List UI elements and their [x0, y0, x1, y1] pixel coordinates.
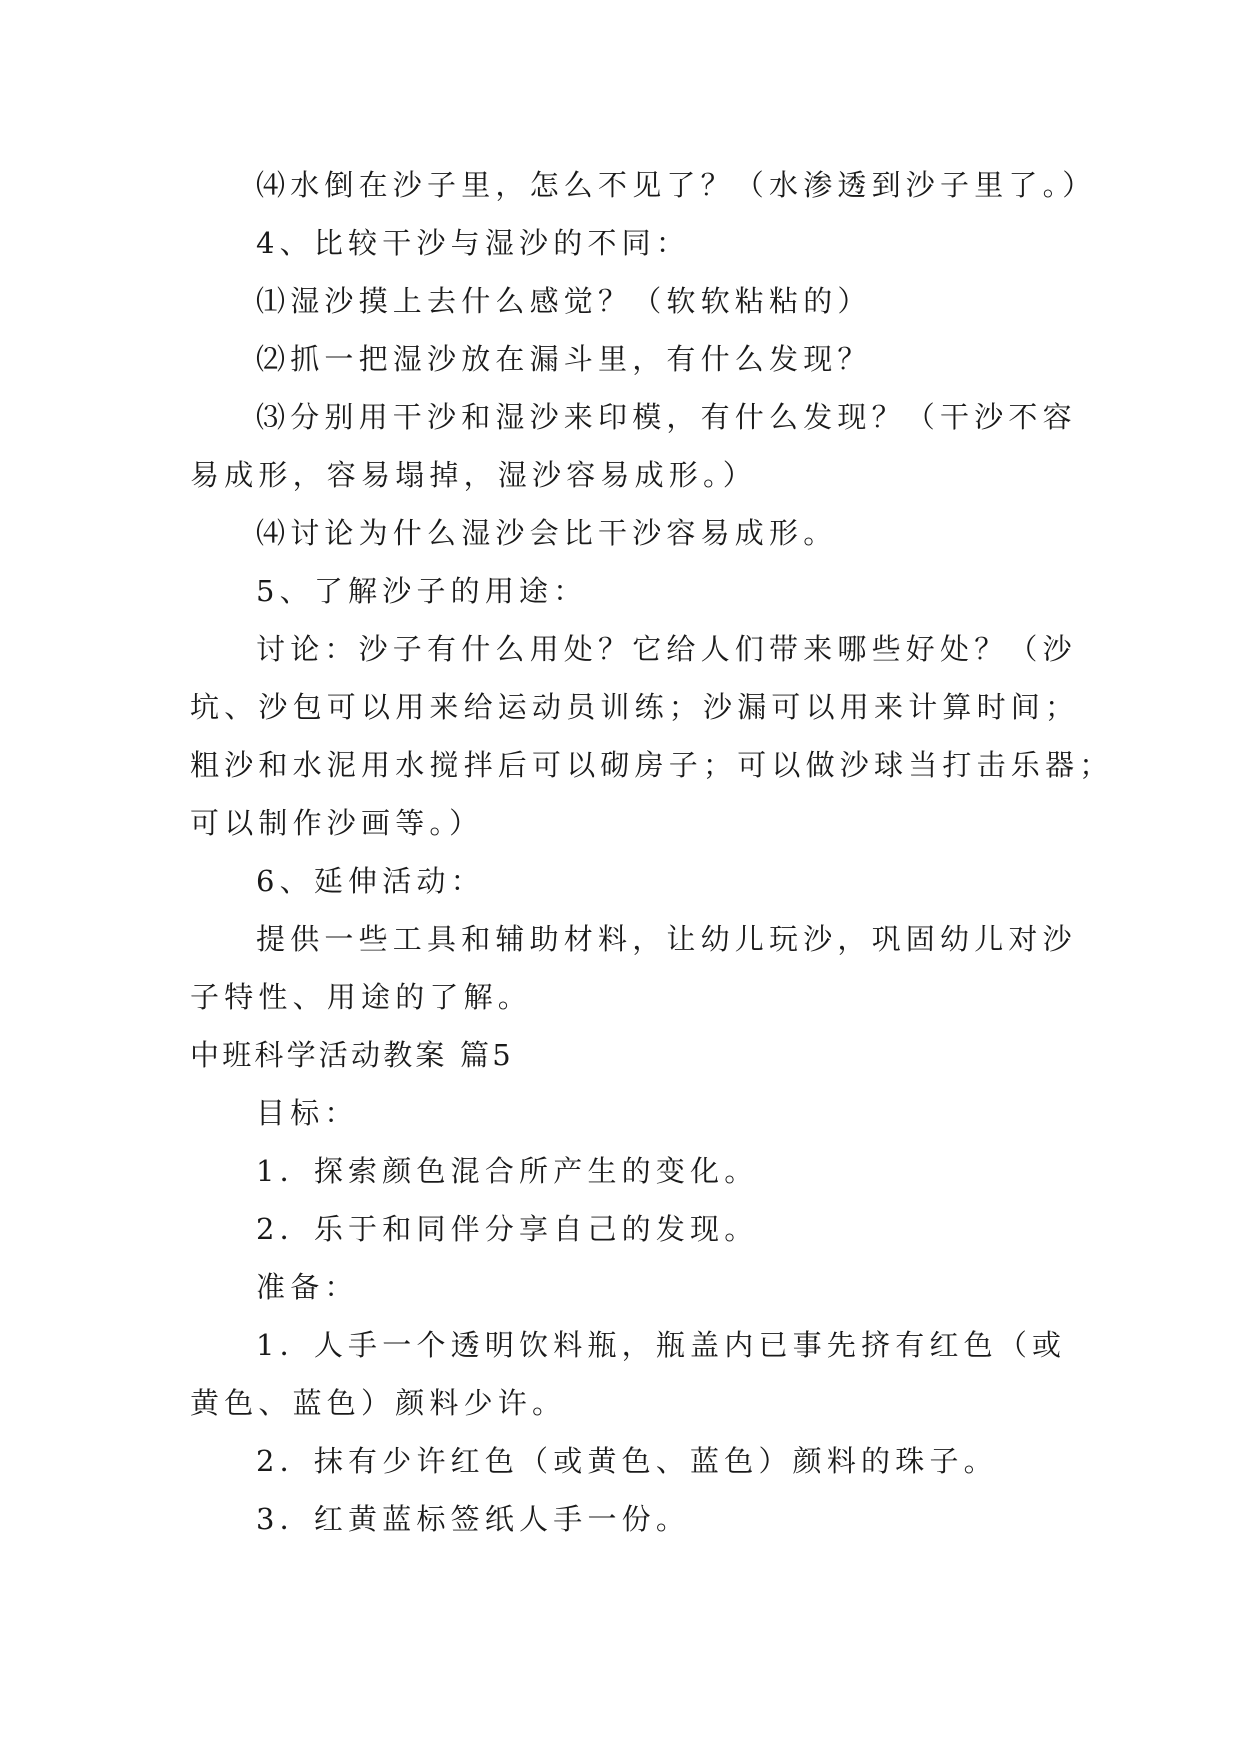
paragraph-line: ⑷水倒在沙子里，怎么不见了？（水渗透到沙子里了。）: [256, 168, 1097, 202]
list-item: 3．红黄蓝标签纸人手一份。: [256, 1502, 691, 1536]
section-heading: 目标：: [256, 1096, 359, 1130]
list-item: 1．探索颜色混合所产生的变化。: [256, 1154, 759, 1188]
section-heading: 6、延伸活动：: [256, 864, 485, 898]
paragraph-line: 易成形，容易塌掉，湿沙容易成形。）: [190, 458, 757, 492]
paragraph-line: 坑、沙包可以用来给运动员训练；沙漏可以用来计算时间；: [190, 690, 1080, 724]
paragraph-line: 子特性、用途的了解。: [190, 980, 533, 1014]
section-heading: 5、了解沙子的用途：: [256, 574, 588, 608]
paragraph-line: ⑶分别用干沙和湿沙来印模，有什么发现？（干沙不容: [256, 400, 1077, 434]
list-item: 2．乐于和同伴分享自己的发现。: [256, 1212, 759, 1246]
list-item: 2．抹有少许红色（或黄色、蓝色）颜料的珠子。: [256, 1444, 998, 1478]
section-heading: 4、比较干沙与湿沙的不同：: [256, 226, 691, 260]
paragraph-line: ⑴湿沙摸上去什么感觉？（软软粘粘的）: [256, 284, 872, 318]
paragraph-line: ⑷讨论为什么湿沙会比干沙容易成形。: [256, 516, 838, 550]
article-title: 中班科学活动教案 篇5: [190, 1038, 514, 1072]
paragraph-line: 可以制作沙画等。）: [190, 806, 484, 840]
paragraph-line: ⑵抓一把湿沙放在漏斗里，有什么发现？: [256, 342, 872, 376]
section-heading: 准备：: [256, 1270, 359, 1304]
list-item: 1．人手一个透明饮料瓶，瓶盖内已事先挤有红色（或: [256, 1328, 1067, 1362]
paragraph-line: 黄色、蓝色）颜料少许。: [190, 1386, 567, 1420]
paragraph-line: 提供一些工具和辅助材料，让幼儿玩沙，巩固幼儿对沙: [256, 922, 1077, 956]
paragraph-line: 粗沙和水泥用水搅拌后可以砌房子；可以做沙球当打击乐器；: [190, 748, 1114, 782]
paragraph-line: 讨论：沙子有什么用处？它给人们带来哪些好处？（沙: [256, 632, 1077, 666]
